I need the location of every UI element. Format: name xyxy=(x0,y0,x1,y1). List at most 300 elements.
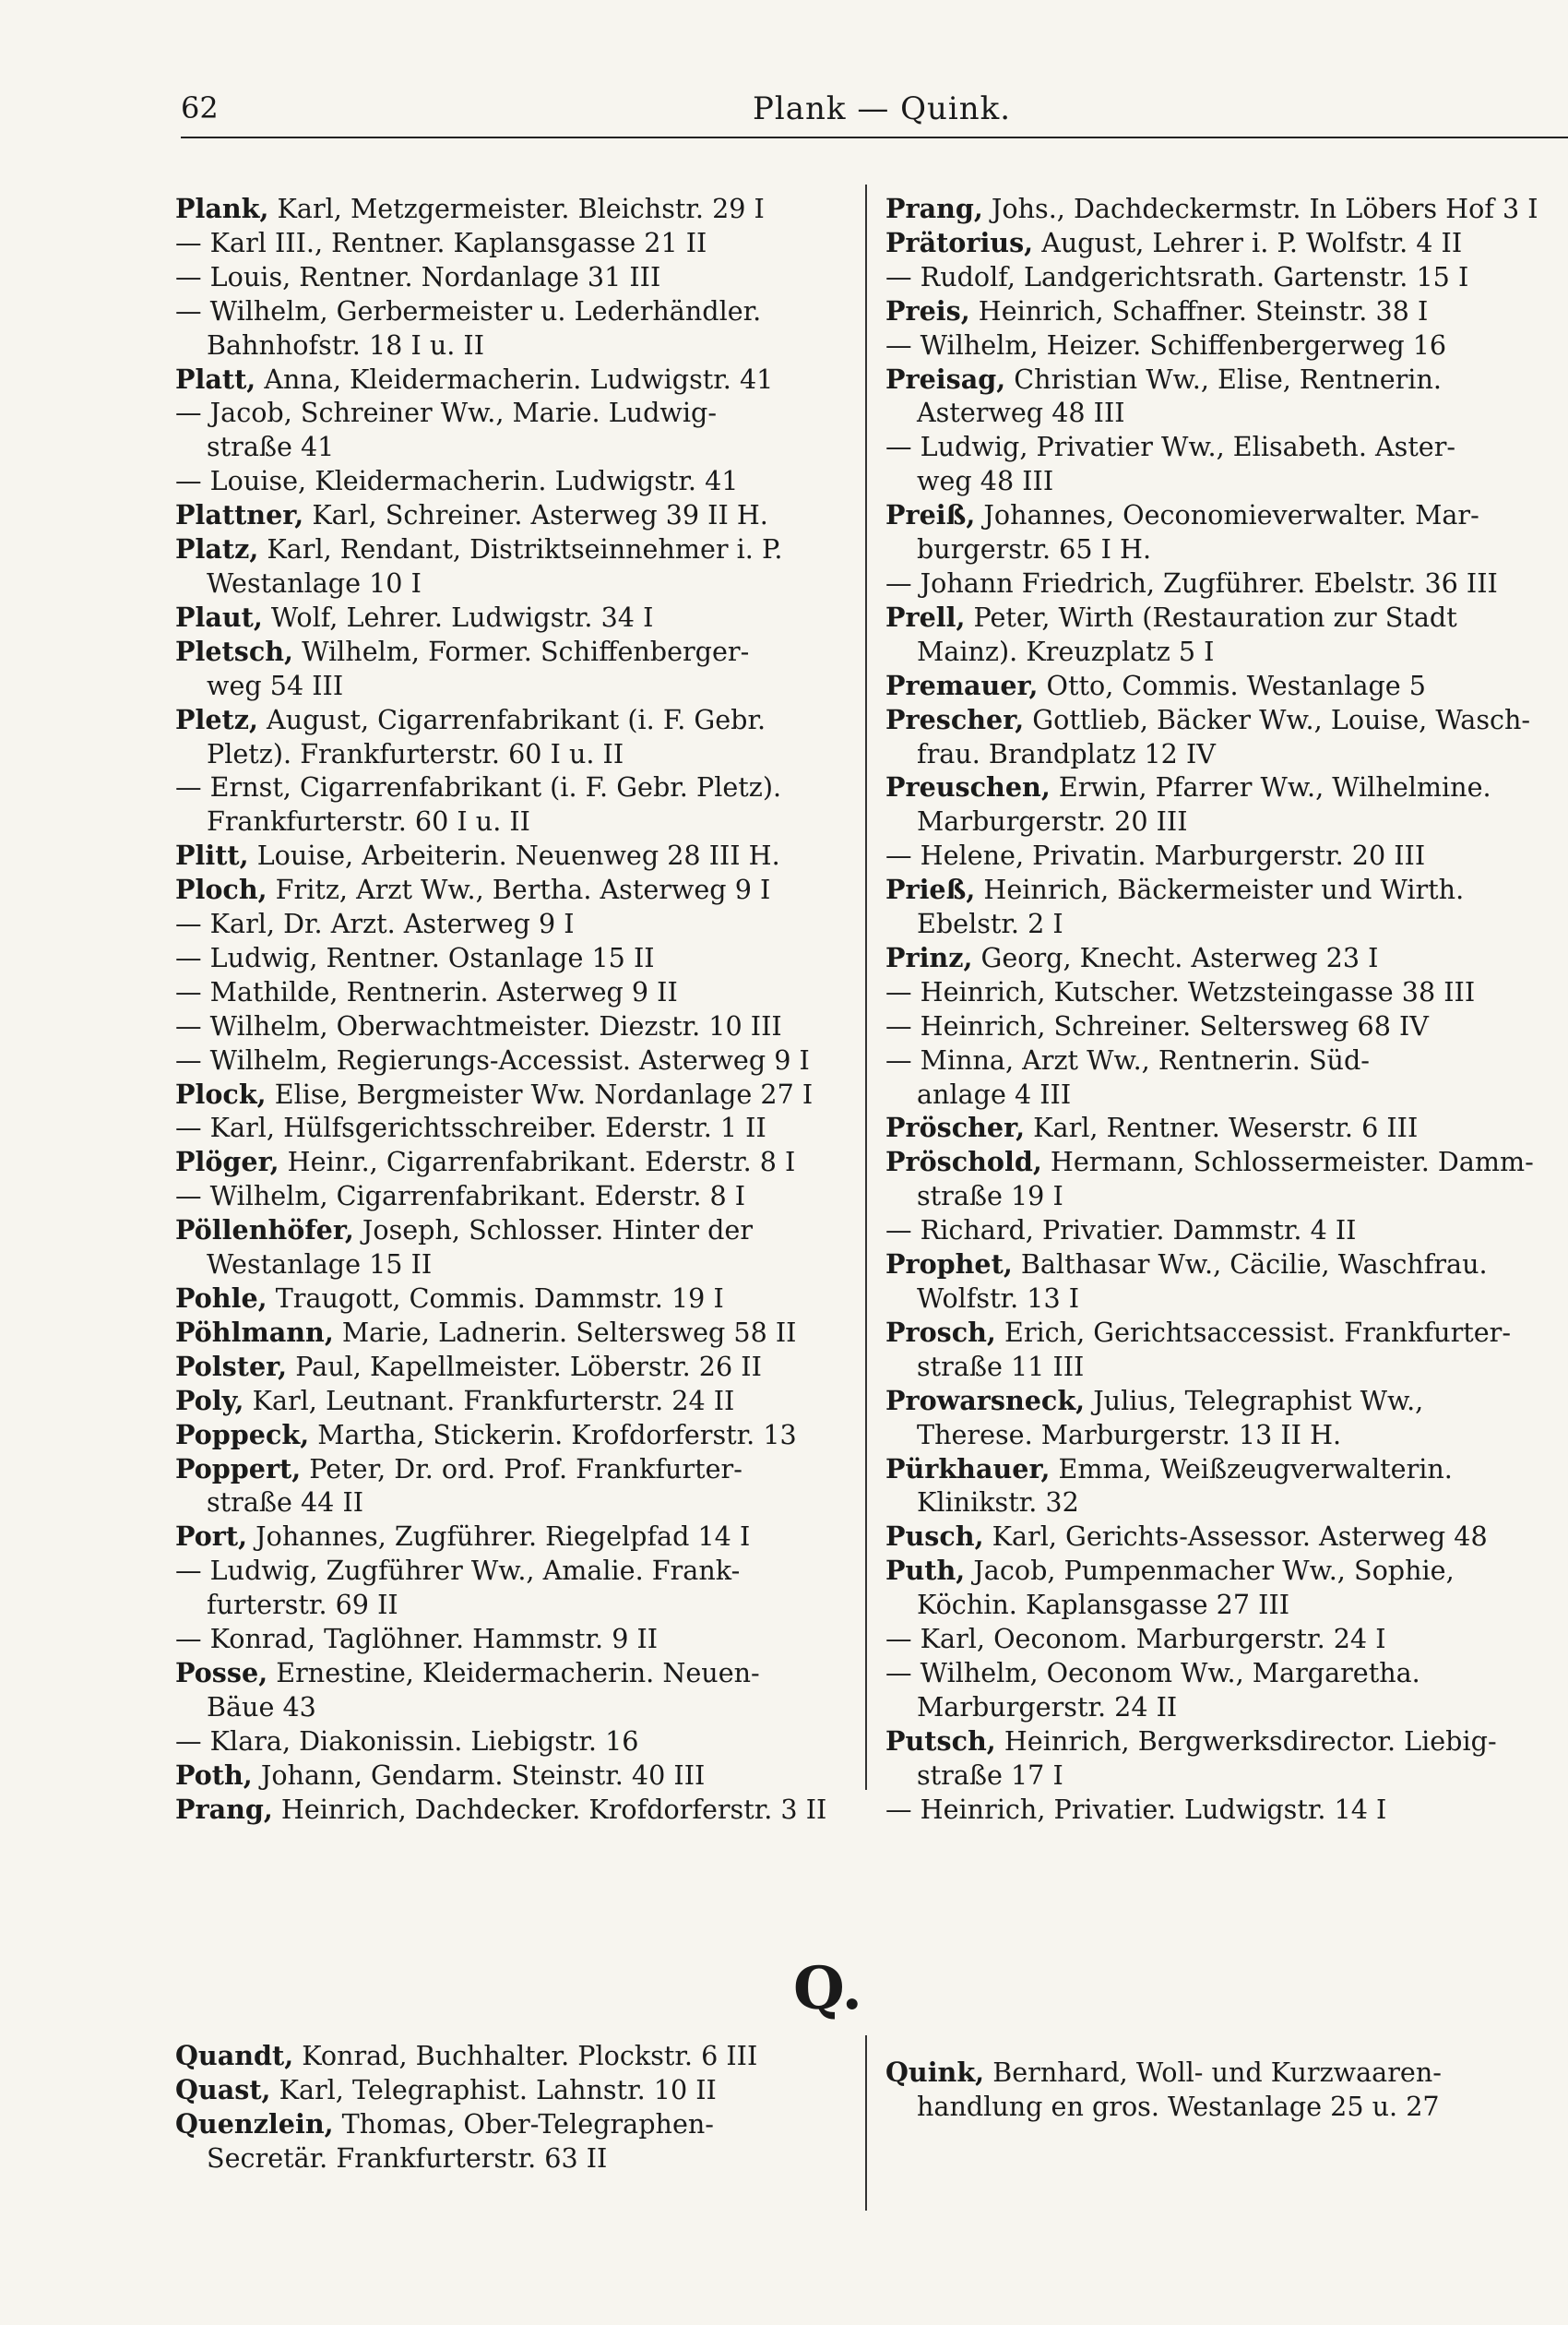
q-column-divider xyxy=(865,2035,867,2211)
entry-continuation: Therese. Marburgerstr. 13 II H. xyxy=(917,1418,1342,1450)
entry-continuation: Bahnhofstr. 18 I u. II xyxy=(207,328,485,361)
entry-text: Wilhelm, Former. Schiffenberger- xyxy=(293,635,750,667)
directory-entry xyxy=(175,907,849,941)
entry-continuation: Marburgerstr. 24 II xyxy=(917,1690,1178,1723)
entry-surname: Prophet, xyxy=(885,1248,1013,1281)
entry-surname: Pürkhauer, xyxy=(885,1452,1051,1484)
entry-surname: Prieß, xyxy=(885,874,976,906)
entry-text: Jacob, Pumpenmacher Ww., Sophie, xyxy=(965,1555,1455,1587)
entry-text: Heinr., Cigarrenfabrikant. Ederstr. 8 I xyxy=(279,1146,796,1178)
entry-continuation: Westanlage 10 I xyxy=(207,566,422,599)
directory-entry xyxy=(885,498,1555,566)
directory-entry xyxy=(175,532,849,601)
entry-text: Anna, Kleidermacherin. Ludwigstr. 41 xyxy=(255,363,774,395)
entry-text: — Johann Friedrich, Zugführer. Ebelstr. 36 III xyxy=(885,566,1498,599)
entry-first-line xyxy=(885,1384,1555,1418)
entry-surname: Quink, xyxy=(885,2057,985,2088)
entry-first-line xyxy=(885,1793,1555,1827)
entry-first-line xyxy=(175,1078,849,1112)
entry-first-line xyxy=(885,1622,1555,1656)
entry-first-line xyxy=(885,1213,1555,1247)
entry-text: Erich, Gerichtsaccessist. Frankfurter- xyxy=(995,1316,1511,1348)
entry-first-line xyxy=(175,1724,849,1759)
directory-entry xyxy=(885,430,1555,498)
directory-entry xyxy=(175,941,849,975)
entry-first-line xyxy=(175,396,849,430)
directory-entry xyxy=(885,770,1555,839)
entry-continuation: Mainz). Kreuzplatz 5 I xyxy=(917,635,1215,667)
directory-entry xyxy=(175,2039,757,2073)
directory-entry xyxy=(885,873,1555,941)
entry-surname: Pröschold, xyxy=(885,1146,1042,1178)
directory-entry xyxy=(885,941,1555,975)
entry-continuation: handlung en gros. Westanlage 25 u. 27 xyxy=(917,2090,1440,2122)
entry-text: Balthasar Ww., Cäcilie, Waschfrau. xyxy=(1012,1248,1488,1281)
left-column xyxy=(175,192,849,1827)
q-right-column xyxy=(885,2056,1442,2124)
entry-surname: Pletsch, xyxy=(175,635,294,667)
directory-entry xyxy=(175,770,849,839)
entry-first-line xyxy=(885,1009,1555,1043)
entry-continuation: burgerstr. 65 I H. xyxy=(917,533,1152,566)
directory-entry xyxy=(175,1452,849,1520)
entry-surname: Prosch, xyxy=(885,1316,996,1348)
entry-surname: Posse, xyxy=(175,1656,268,1688)
entry-continuation: Köchin. Kaplansgasse 27 III xyxy=(917,1589,1290,1621)
entry-text: Heinrich, Dachdecker. Krofdorferstr. 3 II xyxy=(272,1793,827,1825)
entry-surname: Plock, xyxy=(175,1078,267,1110)
directory-entry xyxy=(885,1520,1555,1554)
entry-surname: Port, xyxy=(175,1520,248,1553)
entry-text: Hermann, Schlossermeister. Damm- xyxy=(1041,1146,1534,1178)
entry-surname: Polster, xyxy=(175,1350,288,1382)
entry-surname: Prätorius, xyxy=(885,226,1034,258)
entry-continuation: weg 54 III xyxy=(207,669,344,701)
entry-text: — Jacob, Schreiner Ww., Marie. Ludwig- xyxy=(175,397,718,429)
entry-first-line xyxy=(885,873,1555,907)
entry-first-line xyxy=(175,601,849,635)
entry-first-line xyxy=(175,770,849,805)
entry-text: — Karl III., Rentner. Kaplansgasse 21 II xyxy=(175,226,707,258)
entry-text: Johann, Gendarm. Steinstr. 40 III xyxy=(252,1759,706,1791)
entry-continuation: weg 48 III xyxy=(917,465,1054,497)
directory-entry xyxy=(175,1350,849,1384)
entry-text: Louise, Arbeiterin. Neuenweg 28 III H. xyxy=(248,840,780,872)
entry-surname: Preis, xyxy=(885,294,970,327)
entry-surname: Platt, xyxy=(175,363,256,395)
entry-first-line xyxy=(885,1247,1555,1282)
entry-continuation: Asterweg 48 III xyxy=(917,397,1125,429)
directory-entry xyxy=(175,635,849,703)
directory-entry xyxy=(885,669,1555,703)
entry-text: Johs., Dachdeckermstr. In Löbers Hof 3 I xyxy=(982,193,1538,224)
entry-first-line xyxy=(885,566,1555,601)
entry-surname: Plattner, xyxy=(175,499,304,531)
entry-text: Karl, Metzgermeister. Bleichstr. 29 I xyxy=(268,193,765,224)
entry-first-line xyxy=(885,1554,1555,1588)
entry-text: — Konrad, Taglöhner. Hammstr. 9 II xyxy=(175,1623,659,1655)
entry-text: Karl, Telegraphist. Lahnstr. 10 II xyxy=(270,2073,717,2105)
entry-first-line xyxy=(175,1759,849,1793)
entry-first-line xyxy=(885,260,1555,294)
directory-entry xyxy=(885,1656,1555,1724)
directory-entry xyxy=(175,1520,849,1554)
entry-first-line xyxy=(175,1282,849,1316)
entry-text: Ernestine, Kleidermacherin. Neuen- xyxy=(267,1656,760,1688)
entry-first-line xyxy=(175,1179,849,1213)
entry-continuation: Westanlage 15 II xyxy=(207,1248,433,1281)
entry-surname: Pöhlmann, xyxy=(175,1316,334,1348)
entry-first-line xyxy=(885,2056,1442,2090)
entry-continuation: Wolfstr. 13 I xyxy=(917,1282,1080,1314)
entry-first-line xyxy=(175,975,849,1009)
entry-surname: Prang, xyxy=(885,193,983,224)
entry-surname: Poth, xyxy=(175,1759,253,1791)
entry-text: Traugott, Commis. Dammstr. 19 I xyxy=(267,1282,724,1314)
entry-first-line xyxy=(175,1350,849,1384)
entry-text: Karl, Rentner. Weserstr. 6 III xyxy=(1025,1112,1419,1144)
entry-text: — Ludwig, Zugführer Ww., Amalie. Frank- xyxy=(175,1555,741,1587)
entry-text: Wolf, Lehrer. Ludwigstr. 34 I xyxy=(262,601,654,633)
entry-text: — Helene, Privatin. Marburgerstr. 20 III xyxy=(885,840,1426,872)
entry-text: — Rudolf, Landgerichtsrath. Gartenstr. 15 I xyxy=(885,260,1469,292)
directory-entry xyxy=(175,1418,849,1452)
entry-first-line xyxy=(885,1724,1555,1759)
entry-text: Johannes, Zugführer. Riegelpfad 14 I xyxy=(247,1520,751,1553)
directory-entry xyxy=(175,1759,849,1793)
entry-text: Christian Ww., Elise, Rentnerin. xyxy=(1005,363,1442,395)
entry-text: Bernhard, Woll- und Kurzwaaren- xyxy=(984,2057,1442,2088)
entry-text: — Klara, Diakonissin. Liebigstr. 16 xyxy=(175,1724,639,1757)
entry-first-line xyxy=(175,464,849,498)
entry-surname: Preisag, xyxy=(885,363,1006,395)
entry-continuation: straße 41 xyxy=(207,431,335,463)
entry-text: Karl, Rendant, Distriktseinnehmer i. P. xyxy=(258,533,783,566)
q-left-column xyxy=(175,2039,757,2176)
directory-entry xyxy=(885,1145,1555,1213)
directory-entry xyxy=(175,1213,849,1282)
entry-text: Otto, Commis. Westanlage 5 xyxy=(1038,669,1426,701)
entry-surname: Premauer, xyxy=(885,669,1039,701)
entry-first-line xyxy=(175,1622,849,1656)
entry-text: Karl, Schreiner. Asterweg 39 II H. xyxy=(303,499,768,531)
entry-text: — Karl, Hülfsgerichtsschreiber. Ederstr. 1 II xyxy=(175,1112,766,1144)
entry-first-line xyxy=(885,1520,1555,1554)
entry-text: Paul, Kapellmeister. Löberstr. 26 II xyxy=(287,1350,762,1382)
entry-first-line xyxy=(175,1043,849,1078)
entry-first-line xyxy=(175,2073,757,2107)
entry-text: Thomas, Ober-Telegraphen- xyxy=(333,2107,714,2140)
entry-first-line xyxy=(175,1213,849,1247)
entry-surname: Pröscher, xyxy=(885,1112,1026,1144)
entry-text: — Mathilde, Rentnerin. Asterweg 9 II xyxy=(175,975,678,1008)
entry-first-line xyxy=(885,941,1555,975)
entry-text: — Wilhelm, Oeconom Ww., Margaretha. xyxy=(885,1656,1420,1688)
entry-text: Emma, Weißzeugverwalterin. xyxy=(1050,1452,1453,1484)
entry-text: Karl, Leutnant. Frankfurterstr. 24 II xyxy=(244,1384,735,1416)
directory-entry xyxy=(175,1179,849,1213)
directory-entry xyxy=(885,703,1555,771)
entry-text: Georg, Knecht. Asterweg 23 I xyxy=(972,941,1379,973)
entry-text: Johannes, Oeconomieverwalter. Mar- xyxy=(975,499,1479,531)
right-column xyxy=(885,192,1555,1827)
directory-entry xyxy=(175,1724,849,1759)
entry-first-line xyxy=(175,260,849,294)
directory-entry xyxy=(175,975,849,1009)
entry-first-line xyxy=(885,430,1555,464)
directory-entry xyxy=(175,1554,849,1622)
entry-first-line xyxy=(175,532,849,566)
entry-text: — Richard, Privatier. Dammstr. 4 II xyxy=(885,1214,1357,1246)
directory-entry xyxy=(175,2073,757,2107)
entry-first-line xyxy=(175,2039,757,2073)
directory-entry xyxy=(175,192,849,226)
entry-first-line xyxy=(885,1111,1555,1145)
directory-entry xyxy=(175,1078,849,1112)
entry-first-line xyxy=(175,1145,849,1179)
entry-first-line xyxy=(175,1009,849,1043)
entry-text: — Wilhelm, Oberwachtmeister. Diezstr. 10 III xyxy=(175,1009,782,1042)
entry-text: Heinrich, Bergwerksdirector. Liebig- xyxy=(995,1724,1497,1757)
entry-surname: Prell, xyxy=(885,601,966,633)
entry-text: — Louise, Kleidermacherin. Ludwigstr. 41 xyxy=(175,465,739,497)
entry-first-line xyxy=(885,975,1555,1009)
entry-surname: Puth, xyxy=(885,1555,966,1587)
directory-entry xyxy=(885,839,1555,873)
entry-first-line xyxy=(175,294,849,328)
directory-entry xyxy=(885,363,1555,431)
entry-continuation: straße 44 II xyxy=(207,1486,364,1519)
directory-entry xyxy=(885,260,1555,294)
entry-first-line xyxy=(175,192,849,226)
directory-entry xyxy=(885,1622,1555,1656)
entry-surname: Platz, xyxy=(175,533,259,566)
directory-entry xyxy=(175,1145,849,1179)
directory-entry xyxy=(175,260,849,294)
entry-first-line xyxy=(885,1316,1555,1350)
entry-text: August, Cigarrenfabrikant (i. F. Gebr. xyxy=(257,703,766,735)
directory-entry xyxy=(885,1009,1555,1043)
entry-surname: Putsch, xyxy=(885,1724,996,1757)
directory-entry xyxy=(175,703,849,771)
entry-text: — Minna, Arzt Ww., Rentnerin. Süd- xyxy=(885,1043,1370,1076)
entry-text: — Heinrich, Kutscher. Wetzsteingasse 38 III xyxy=(885,975,1476,1008)
header-rule xyxy=(181,137,1568,138)
directory-entry xyxy=(885,975,1555,1009)
directory-entry xyxy=(885,1724,1555,1793)
entry-surname: Prescher, xyxy=(885,703,1025,735)
directory-entry xyxy=(885,1111,1555,1145)
entry-surname: Plaut, xyxy=(175,601,263,633)
entry-first-line xyxy=(175,1554,849,1588)
entry-text: — Karl, Oeconom. Marburgerstr. 24 I xyxy=(885,1623,1386,1655)
entry-continuation: Ebelstr. 2 I xyxy=(917,908,1063,940)
directory-entry xyxy=(175,1282,849,1316)
entry-first-line xyxy=(175,703,849,737)
entry-continuation: Marburgerstr. 20 III xyxy=(917,805,1188,838)
entry-first-line xyxy=(175,363,849,397)
entry-surname: Poppeck, xyxy=(175,1418,310,1450)
entry-first-line xyxy=(885,703,1555,737)
entry-text: — Louis, Rentner. Nordanlage 31 III xyxy=(175,260,661,292)
entry-text: Peter, Wirth (Restauration zur Stadt xyxy=(965,601,1457,633)
entry-surname: Quenzlein, xyxy=(175,2107,334,2140)
entry-text: Elise, Bergmeister Ww. Nordanlage 27 I xyxy=(266,1078,814,1110)
entry-surname: Pöllenhöfer, xyxy=(175,1214,354,1246)
directory-entry xyxy=(885,1554,1555,1622)
entry-text: Martha, Stickerin. Krofdorferstr. 13 xyxy=(309,1418,797,1450)
directory-entry xyxy=(175,601,849,635)
entry-first-line xyxy=(175,1111,849,1145)
entry-first-line xyxy=(175,1384,849,1418)
page-number: 62 xyxy=(181,90,219,125)
entry-first-line xyxy=(885,1656,1555,1690)
entry-continuation: straße 19 I xyxy=(917,1180,1063,1212)
entry-text: — Karl, Dr. Arzt. Asterweg 9 I xyxy=(175,908,575,940)
directory-entry xyxy=(175,294,849,363)
directory-entry xyxy=(885,601,1555,669)
entry-text: Gottlieb, Bäcker Ww., Louise, Wasch- xyxy=(1024,703,1531,735)
entry-continuation: Bäue 43 xyxy=(207,1690,316,1723)
entry-first-line xyxy=(175,873,849,907)
entry-surname: Plank, xyxy=(175,193,269,224)
entry-first-line xyxy=(175,635,849,669)
entry-continuation: anlage 4 III xyxy=(917,1078,1072,1110)
entry-surname: Prang, xyxy=(175,1793,273,1825)
entry-text: — Wilhelm, Cigarrenfabrikant. Ederstr. 8 I xyxy=(175,1180,746,1212)
entry-text: Konrad, Buchhalter. Plockstr. 6 III xyxy=(293,2040,758,2071)
directory-entry xyxy=(175,1622,849,1656)
entry-text: — Wilhelm, Heizer. Schiffenbergerweg 16 xyxy=(885,328,1447,361)
entry-first-line xyxy=(885,192,1555,226)
entry-first-line xyxy=(885,294,1555,328)
entry-text: Fritz, Arzt Ww., Bertha. Asterweg 9 I xyxy=(267,874,771,906)
entry-text: — Wilhelm, Regierungs-Accessist. Asterweg 9 I xyxy=(175,1043,810,1076)
directory-entry xyxy=(175,1656,849,1724)
entry-continuation: furterstr. 69 II xyxy=(207,1589,398,1621)
entry-text: Heinrich, Schaffner. Steinstr. 38 I xyxy=(969,294,1429,327)
directory-entry xyxy=(885,1793,1555,1827)
entry-text: Julius, Telegraphist Ww., xyxy=(1085,1384,1424,1416)
column-divider xyxy=(865,185,867,1790)
entry-text: Marie, Ladnerin. Seltersweg 58 II xyxy=(333,1316,797,1348)
entry-first-line xyxy=(175,1793,849,1827)
entry-first-line xyxy=(885,328,1555,363)
entry-surname: Preiß, xyxy=(885,499,976,531)
entry-first-line xyxy=(175,1520,849,1554)
directory-entry xyxy=(885,294,1555,328)
section-letter-q: Q. xyxy=(793,1954,862,2023)
directory-entry xyxy=(175,839,849,873)
entry-continuation: frau. Brandplatz 12 IV xyxy=(917,737,1216,769)
entry-text: — Wilhelm, Gerbermeister u. Lederhändler. xyxy=(175,294,762,327)
entry-text: — Ludwig, Rentner. Ostanlage 15 II xyxy=(175,941,655,973)
entry-text: — Ernst, Cigarrenfabrikant (i. F. Gebr. Pletz). xyxy=(175,771,782,804)
entry-continuation: straße 17 I xyxy=(917,1759,1063,1791)
directory-entry xyxy=(175,1009,849,1043)
entry-surname: Pusch, xyxy=(885,1520,984,1553)
entry-text: — Heinrich, Privatier. Ludwigstr. 14 I xyxy=(885,1793,1387,1825)
entry-surname: Pohle, xyxy=(175,1282,267,1314)
entry-surname: Plöger, xyxy=(175,1146,279,1178)
directory-entry xyxy=(175,2107,757,2176)
directory-entry xyxy=(175,1793,849,1827)
directory-entry xyxy=(175,226,849,260)
directory-entry xyxy=(885,328,1555,363)
entry-first-line xyxy=(885,1452,1555,1486)
entry-first-line xyxy=(885,226,1555,260)
entry-first-line xyxy=(885,498,1555,532)
entry-first-line xyxy=(885,669,1555,703)
directory-entry xyxy=(885,1213,1555,1247)
directory-entry xyxy=(175,1043,849,1078)
entry-first-line xyxy=(175,1316,849,1350)
entry-text: Peter, Dr. ord. Prof. Frankfurter- xyxy=(301,1452,742,1484)
entry-surname: Pletz, xyxy=(175,703,258,735)
entry-first-line xyxy=(175,907,849,941)
entry-first-line xyxy=(175,2107,757,2141)
entry-continuation: Klinikstr. 32 xyxy=(917,1486,1079,1519)
entry-continuation: straße 11 III xyxy=(917,1350,1085,1382)
entry-first-line xyxy=(175,1656,849,1690)
directory-entry xyxy=(885,1452,1555,1520)
entry-first-line xyxy=(175,498,849,532)
directory-entry xyxy=(885,566,1555,601)
entry-surname: Preuschen, xyxy=(885,771,1051,804)
directory-entry xyxy=(175,396,849,464)
entry-surname: Quast, xyxy=(175,2073,271,2105)
entry-text: — Ludwig, Privatier Ww., Elisabeth. Aster- xyxy=(885,431,1456,463)
directory-entry xyxy=(885,192,1555,226)
entry-first-line xyxy=(175,941,849,975)
entry-first-line xyxy=(175,226,849,260)
entry-first-line xyxy=(885,770,1555,805)
entry-surname: Prinz, xyxy=(885,941,973,973)
directory-entry xyxy=(175,363,849,397)
entry-first-line xyxy=(175,839,849,873)
entry-text: Erwin, Pfarrer Ww., Wilhelmine. xyxy=(1050,771,1491,804)
entry-first-line xyxy=(885,363,1555,397)
running-head: Plank — Quink. xyxy=(753,90,1012,127)
entry-first-line xyxy=(885,1145,1555,1179)
directory-entry xyxy=(885,1384,1555,1452)
entry-continuation: Frankfurterstr. 60 I u. II xyxy=(207,805,530,838)
entry-text: — Heinrich, Schreiner. Seltersweg 68 IV xyxy=(885,1009,1429,1042)
entry-first-line xyxy=(885,1043,1555,1078)
entry-text: Karl, Gerichts-Assessor. Asterweg 48 xyxy=(983,1520,1488,1553)
directory-entry xyxy=(885,1247,1555,1316)
directory-entry xyxy=(885,2056,1442,2124)
entry-continuation: Secretär. Frankfurterstr. 63 II xyxy=(207,2141,608,2174)
directory-entry xyxy=(885,1043,1555,1112)
entry-text: August, Lehrer i. P. Wolfstr. 4 II xyxy=(1033,226,1463,258)
entry-surname: Quandt, xyxy=(175,2040,294,2071)
entry-first-line xyxy=(175,1452,849,1486)
entry-continuation: Pletz). Frankfurterstr. 60 I u. II xyxy=(207,737,624,769)
directory-entry xyxy=(175,1111,849,1145)
entry-text: Joseph, Schlosser. Hinter der xyxy=(353,1214,753,1246)
entry-surname: Ploch, xyxy=(175,874,267,906)
entry-text: Heinrich, Bäckermeister und Wirth. xyxy=(975,874,1465,906)
directory-entry xyxy=(885,226,1555,260)
entry-first-line xyxy=(175,1418,849,1452)
directory-entry xyxy=(175,1316,849,1350)
entry-surname: Poppert, xyxy=(175,1452,302,1484)
entry-surname: Poly, xyxy=(175,1384,244,1416)
entry-surname: Plitt, xyxy=(175,840,249,872)
directory-entry xyxy=(885,1316,1555,1384)
directory-entry xyxy=(175,498,849,532)
